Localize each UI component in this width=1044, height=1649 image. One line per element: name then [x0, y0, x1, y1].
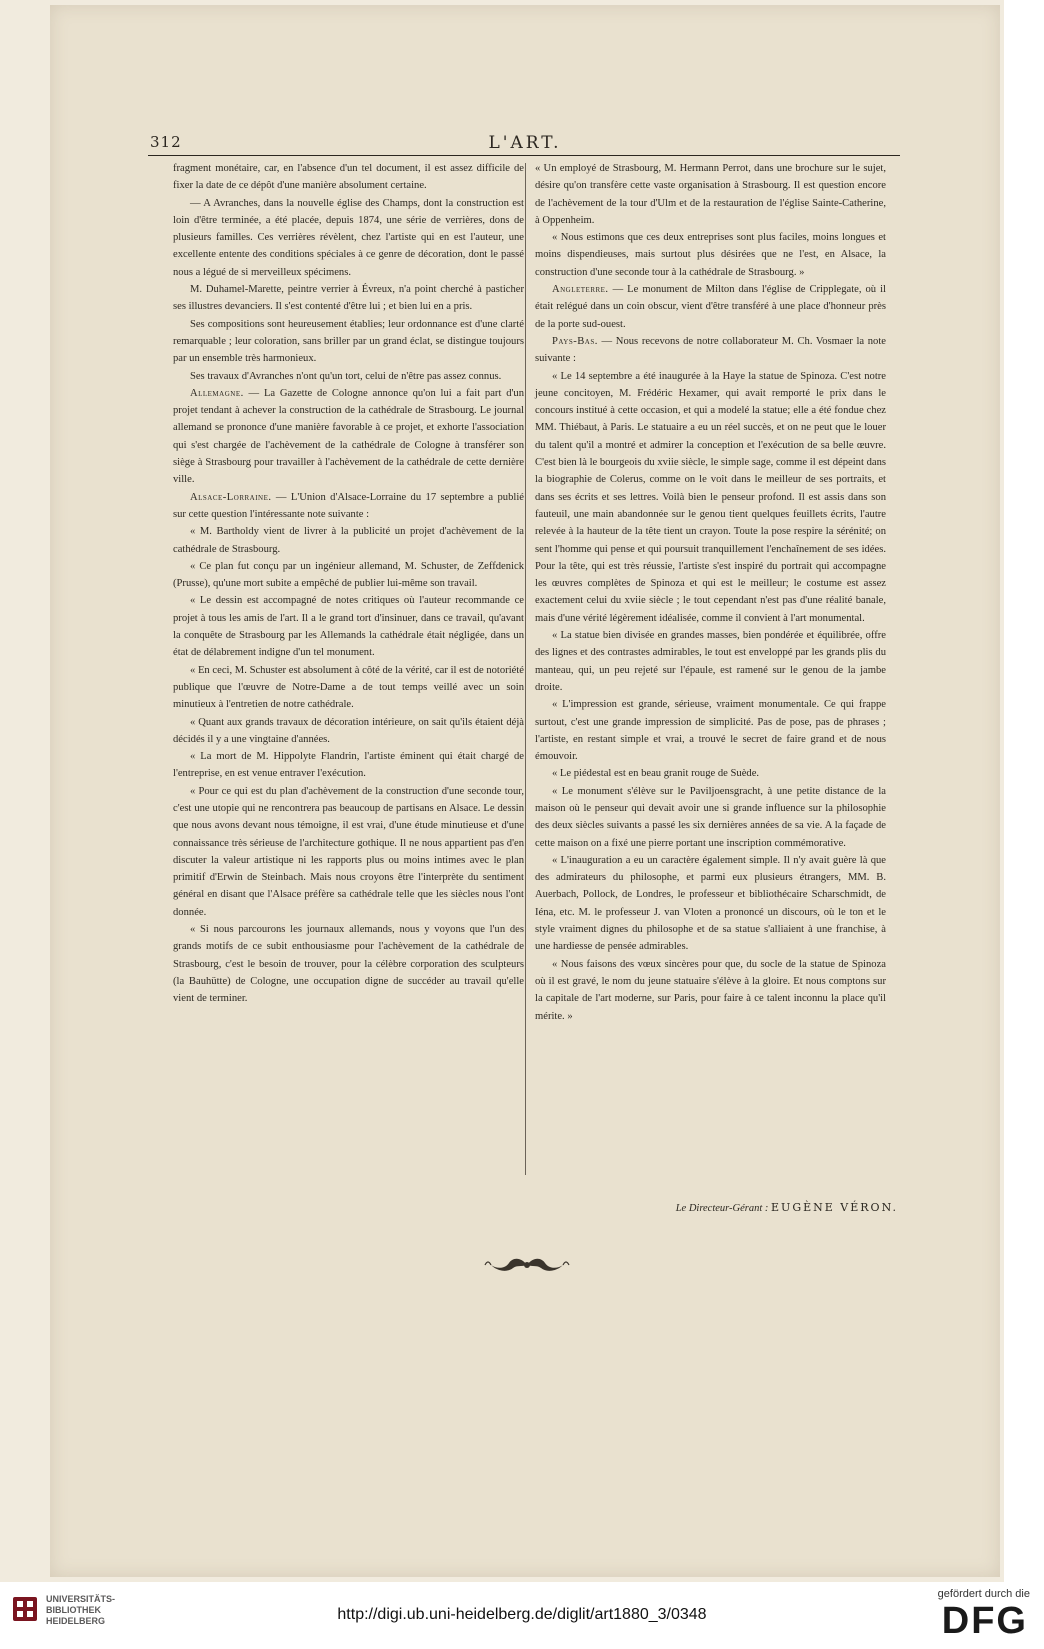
- section-label: Allemagne.: [189, 387, 244, 399]
- paragraph: [173, 316, 524, 368]
- paragraph: [173, 523, 524, 558]
- paragraph-text: « La mort de M. Hippolyte Flandrin, l'artiste éminent qui était chargé de l'entreprise, en est venue entraver l'exécution.: [173, 751, 524, 780]
- signature: [578, 1201, 898, 1214]
- paragraph: [173, 558, 524, 593]
- paragraph-text: « L'inauguration a eu un caractère également simple. Il n'y avait guère là que des admirateurs du philosophe, et parmi eux plusieurs étrangers, MM. B. Auerbach, Pollock, de Londres, le professeur et bibliothécaire Scharschmidt, de Iéna, etc. M. le professeur J. van Vloten a prononcé un discours, où le ton et le style vraiment dignes du philosophe et de sa statue s'alliaient à une franchise, à une hardiesse de pensée admirables.: [535, 854, 886, 953]
- paragraph-text: « L'impression est grande, sérieuse, vraiment monumentale. Ce qui frappe surtout, c'est une grande impression de simplicité. Pas de pose, pas de phrases ; l'artiste, en restant simple et vrai, a trouvé le secret de faire grand et de nous émouvoir.: [535, 699, 886, 763]
- paragraph: [535, 956, 886, 1025]
- paragraph: [535, 696, 886, 765]
- paragraph: [173, 783, 524, 921]
- paragraph-text: M. Duhamel-Marette, peintre verrier à Évreux, n'a point cherché à pasticher ses illustres devanciers. Il s'est contenté d'être lui ; et bien lui en a pris.: [173, 284, 524, 313]
- section-label: Pays-Bas.: [551, 335, 598, 347]
- paragraph-text: « Le 14 septembre a été inaugurée à la Haye la statue de Spinoza. C'est notre jeune concitoyen, M. Frédéric Hexamer, qui avait remporté le prix dans le concours institué à cette occasion, et qui a modelé la statue; elle a été fondue chez MM. Thiébaut, à Paris. Le statuaire a eu un réel succès, et on ne peut que le louer du talent qu'il a montré et admirer la conception et l'exécution de sa belle œuvre. C'est bien là le bourgeois du xviie siècle, le simple sage, comme il est dépeint dans la biographie de Colerus, comme on le voit dans le meilleur de ses portraits, et dans ses écrits et ses lettres. Voilà bien le penseur profond. Il est assis dans son fauteuil, une main abandonnée sur le genou tient quelques feuillets écrits, l'autre relevée à la hauteur de la tête tient un crayon. Toute la pose respire la sérénité; on sent l'homme qui pense et qui poursuit tranquillement l'enchaînement de ses idées. Pour la tête, qui est très réussie, l'artiste s'est inspiré du portrait qui accompagne les œuvres complètes de Spinoza et qui est le meilleur; le costume est assez exactement celui du xviie siècle ; le tout cependant n'est pas d'une réalité banale, mais d'une vérité légèrement idéalisée, comme il convient à l'art monumental.: [535, 370, 886, 624]
- paragraph-text: « Quant aux grands travaux de décoration intérieure, on sait qu'ils étaient déjà décidés il y a une vingtaine d'années.: [173, 716, 524, 745]
- page-sheet: [50, 5, 1000, 1577]
- paragraph: [535, 368, 886, 627]
- footer-bar: [0, 1582, 1044, 1649]
- paragraph: [535, 852, 886, 956]
- fleuron-ornament-icon: [477, 1253, 577, 1277]
- right-column: [535, 160, 886, 1025]
- paragraph-text: Ses compositions sont heureusement établies; leur ordonnance est d'une clarté remarquable ; leur coloration, sans briller par un grand éclat, se distingue toujours par un ensemble très harmonieux.: [173, 318, 524, 365]
- paragraph: [535, 281, 886, 333]
- paragraph: [173, 385, 524, 489]
- paragraph-text: « En ceci, M. Schuster est absolument à côté de la vérité, car il est de notoriété publique que l'œuvre de Notre-Dame a de tout temps veillé avec un soin minutieux à l'entretien de notre cathédrale.: [173, 664, 524, 711]
- library-name-line: HEIDELBERG: [46, 1616, 106, 1626]
- paragraph: [535, 229, 886, 281]
- paragraph-text: fragment monétaire, car, en l'absence d'un tel document, il est assez difficile de fixer la date de ce dépôt d'une manière absolument certaine.: [173, 163, 524, 192]
- paragraph-text: — L'Union d'Alsace-Lorraine du 17 septembre a publié sur cette question l'intéressante note suivante :: [173, 491, 524, 520]
- paragraph-text: « Ce plan fut conçu par un ingénieur allemand, M. Schuster, de Zeffdenick (Prusse), qu'une mort subite a empêché de publier lui-même son travail.: [173, 560, 524, 590]
- paragraph-text: « M. Bartholdy vient de livrer à la publicité un projet d'achèvement de la cathédrale de Strasbourg.: [173, 526, 524, 555]
- paragraph-text: « La statue bien divisée en grandes masses, bien pondérée et équilibrée, offre des lignes et des contrastes admirables, le tout est enveloppé par les grands plis du manteau, qui, un peu rejeté sur l'épaule, est ramené sur le genou de la jambe droite.: [535, 630, 886, 693]
- paragraph: [535, 765, 886, 782]
- paragraph-text: — Nous recevons de notre collaborateur M. Ch. Vosmaer la note suivante :: [535, 335, 886, 365]
- journal-title: L'ART.: [488, 133, 562, 153]
- paragraph: [173, 714, 524, 749]
- section-label: Angleterre.: [551, 284, 609, 296]
- library-name-line: BIBLIOTHEK: [46, 1605, 101, 1615]
- paragraph-text: « Pour ce qui est du plan d'achèvement de la construction d'une seconde tour, c'est une utopie qui ne rencontrera pas beaucoup de partisans en Alsace. Le dessin que nous avons devant nous témoigne, il est vrai, d'une étude minutieuse et d'une connaissance très sérieuse de l'architecture gothique. Il ne nous appartient pas d'en discuter la valeur artistique ni les rapports plus ou moins intimes avec le plan primitif d'Erwin de Steinbach. Mais nous croyons être l'interprète du sentiment général en disant que l'Alsace préfère sa cathédrale telle que les siècles nous l'ont donnée.: [173, 785, 524, 918]
- paragraph-text: « Nous faisons des vœux sincères pour que, du socle de la statue de Spinoza où il est gravé, le nom du jeune statuaire s'élève à la gloire. Et nous comptons sur la capitale de l'art moderne, sur Paris, pour faire à ce talent inconnu la place qu'il mérite. »: [535, 958, 886, 1022]
- funded-by-text: gefördert durch die: [937, 1588, 1030, 1600]
- signature-name: EUGÈNE VÉRON.: [771, 1201, 898, 1214]
- left-column: [173, 160, 524, 1008]
- paragraph-text: Ses travaux d'Avranches n'ont qu'un tort, celui de n'être pas assez connus.: [189, 370, 502, 382]
- library-name-line: UNIVERSITÄTS-: [46, 1594, 116, 1604]
- dfg-logo: DFG: [941, 1600, 1028, 1642]
- header-rule: [148, 155, 900, 156]
- paragraph: [173, 592, 524, 661]
- paragraph-text: — A Avranches, dans la nouvelle église des Champs, dont la construction est loin d'être terminée, a été placée, depuis 1874, une série de verrières, dons de plusieurs familles. Ces verrières révèlent, chez l'artiste qui en est l'auteur, une excellente entente des conditions spéciales à ce genre de décoration, dont le passé nous a légué de si merveilleux spécimens.: [173, 197, 524, 278]
- paragraph: [173, 921, 524, 1007]
- paragraph-text: « Le piédestal est en beau granit rouge de Suède.: [551, 768, 760, 780]
- column-divider: [525, 163, 526, 1175]
- paragraph: [535, 783, 886, 852]
- paragraph-text: — La Gazette de Cologne annonce qu'on lui a fait part d'un projet tendant à achever la construction de la cathédrale de Strasbourg. Le journal allemand se prononce d'une manière favorable à ce projet, et exhorte l'association qui s'est chargée de l'achèvement de la cathédrale de Cologne à transférer son siège à Strasbourg pour travailler à l'achèvement de la cathédrale de cette dernière ville.: [173, 387, 524, 486]
- section-label: Alsace-Lorraine.: [189, 491, 272, 503]
- paragraph: [535, 333, 886, 368]
- paragraph: [173, 195, 524, 281]
- signature-role: Le Directeur-Gérant :: [675, 1203, 769, 1214]
- paragraph: [173, 662, 524, 714]
- paragraph-text: — Le monument de Milton dans l'église de Cripplegate, où il était relégué dans un coin obscur, vient d'être transféré à une place d'honneur près de la porte sud-ouest.: [535, 284, 886, 330]
- paragraph: [535, 160, 886, 229]
- paragraph: [535, 627, 886, 696]
- paragraph: [173, 748, 524, 783]
- paragraph: [173, 281, 524, 316]
- paragraph-text: « Si nous parcourons les journaux allemands, nous y voyons que l'un des grands motifs de ce subit enthousiasme pour l'achèvement de la cathédrale de Strasbourg, c'est le besoin de trouver, pour la célèbre corporation des sculpteurs (la Bauhütte) de Cologne, une occupation digne de succéder au travail qu'elle vient de terminer.: [173, 924, 524, 1005]
- paragraph-text: « Le dessin est accompagné de notes critiques où l'auteur recommande ce projet à tous les amis de l'art. Il a le grand tort d'insinuer, dans ce travail, qu'avant la conquête de Strasbourg par les Allemands la cathédrale était négligée, dans un état de délabrement indigne d'un tel monument.: [173, 595, 524, 659]
- paragraph-text: « Nous estimons que ces deux entreprises sont plus faciles, moins longues et moins dispendieuses, mais surtout plus désirées que ne l'est, en Alsace, la construction d'une seconde tour à la cathédrale de Strasbourg. »: [535, 232, 886, 278]
- digital-url-link[interactable]: http://digi.ub.uni-heidelberg.de/diglit/art1880_3/0348: [337, 1606, 707, 1623]
- paragraph: [173, 368, 524, 385]
- paragraph-text: « Un employé de Strasbourg, M. Hermann Perrot, dans une brochure sur le sujet, désire qu'on transfère cette vaste organisation à Strasbourg. Il est question encore de l'achèvement de la tour d'Ulm et de la restauration de l'église Sainte-Catherine, à Oppenheim.: [535, 163, 886, 226]
- paragraph: [173, 160, 524, 195]
- paragraph-text: « Le monument s'élève sur le Paviljoensgracht, à une petite distance de la maison où le penseur qui devait avoir une si grande influence sur la philosophie des deux siècles suivants a passé les six dernières années de sa vie. A la façade de cette maison on a fixé une pierre portant une inscription commémorative.: [535, 785, 886, 849]
- page-number: 312: [150, 133, 182, 151]
- paragraph: [173, 489, 524, 524]
